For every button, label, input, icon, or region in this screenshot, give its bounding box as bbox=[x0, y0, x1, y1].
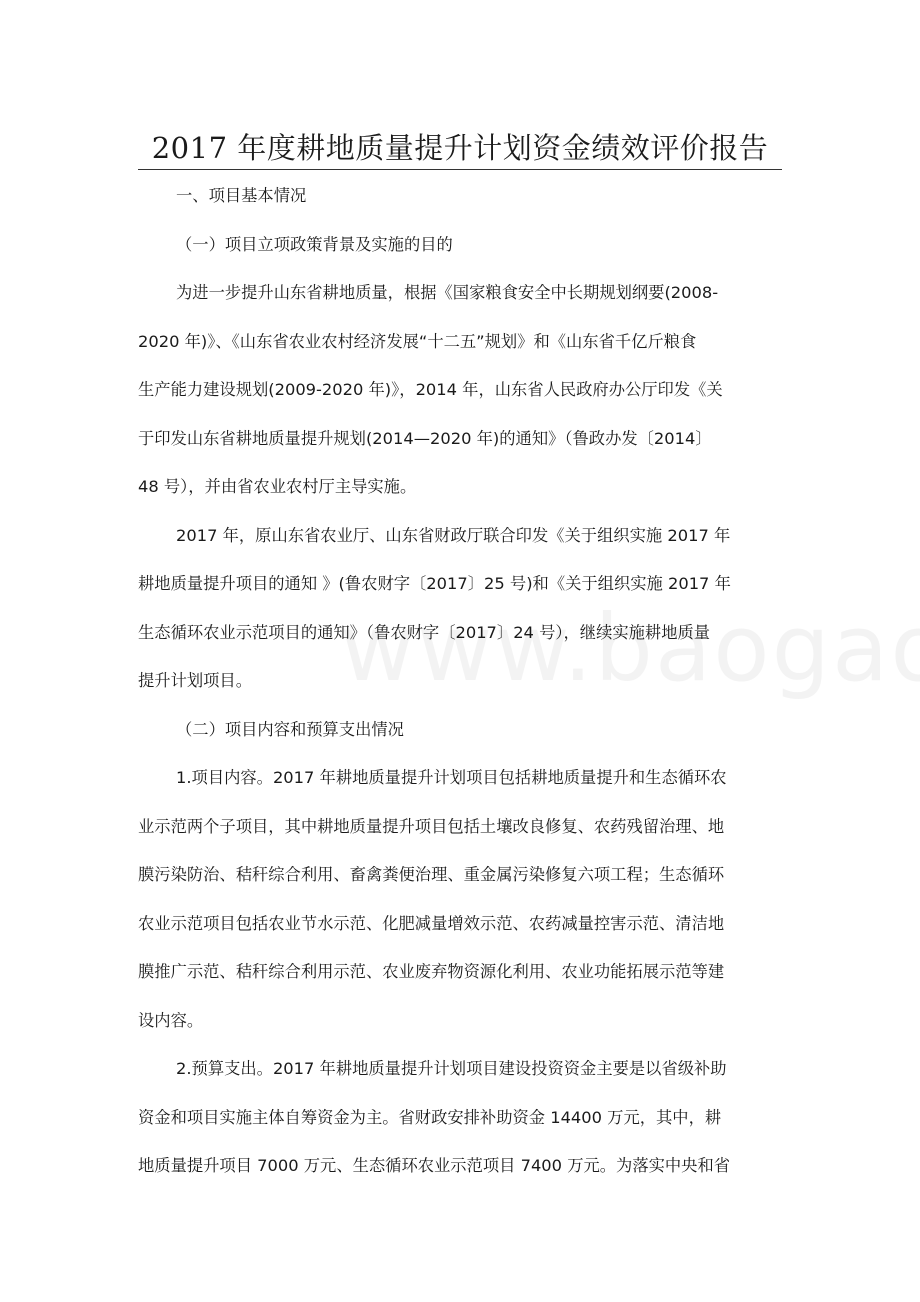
title-underline bbox=[138, 169, 782, 170]
paragraph-line: 耕地质量提升项目的通知 》(鲁农财字〔2017〕25 号)和《关于组织实施 2017 年 bbox=[138, 574, 731, 593]
subsection-heading: （一）项目立项政策背景及实施的目的 bbox=[176, 234, 453, 254]
paragraph-line: 膜推广示范、秸秆综合利用示范、农业废弃物资源化利用、农业功能拓展示范等建 bbox=[138, 962, 725, 981]
paragraph-line: 2.预算支出。2017 年耕地质量提升计划项目建设投资资金主要是以省级补助 bbox=[176, 1059, 727, 1078]
paragraph-line: 业示范两个子项目，其中耕地质量提升项目包括土壤改良修复、农药残留治理、地 bbox=[138, 816, 725, 836]
paragraph-line: 于印发山东省耕地质量提升规划(2014—2020 年)的通知》（鲁政办发〔2014〕 bbox=[138, 428, 712, 448]
paragraph-line: 48 号），并由省农业农村厅主导实施。 bbox=[138, 477, 417, 496]
section-heading: 一、项目基本情况 bbox=[176, 186, 307, 205]
paragraph-line: 生态循环农业示范项目的通知》（鲁农财字〔2017〕24 号），继续实施耕地质量 bbox=[138, 622, 711, 642]
paragraph-line: 提升计划项目。 bbox=[138, 671, 252, 690]
paragraph-line: 资金和项目实施主体自筹资金为主。省财政安排补助资金 14400 万元，其中，耕 bbox=[138, 1107, 722, 1127]
paragraph-line: 农业示范项目包括农业节水示范、化肥减量增效示范、农药减量控害示范、清洁地 bbox=[138, 913, 725, 933]
paragraph-line: 地质量提升项目 7000 万元、生态循环农业示范项目 7400 万元。为落实中央和省 bbox=[138, 1156, 731, 1175]
subsection-heading: （二）项目内容和预算支出情况 bbox=[176, 719, 404, 739]
paragraph-line: 2017 年，原山东省农业厅、山东省财政厅联合印发《关于组织实施 2017 年 bbox=[176, 525, 731, 545]
document-body bbox=[138, 178, 782, 1197]
paragraph-line: 1.项目内容。2017 年耕地质量提升计划项目包括耕地质量提升和生态循环农 bbox=[176, 768, 727, 787]
paragraph-line: 设内容。 bbox=[138, 1010, 204, 1030]
paragraph-line: 为进一步提升山东省耕地质量，根据《国家粮食安全中长期规划纲要(2008- bbox=[176, 283, 719, 302]
paragraph-line: 2020 年)》、《山东省农业农村经济发展“十二五”规划》和《山东省千亿斤粮食 bbox=[138, 331, 697, 351]
document-title: 2017 年度耕地质量提升计划资金绩效评价报告 bbox=[151, 131, 769, 165]
paragraph-line: 生产能力建设规划(2009-2020 年)》，2014 年，山东省人民政府办公厅印发《关 bbox=[138, 380, 723, 399]
paragraph-line: 膜污染防治、秸秆综合利用、畜禽粪便治理、重金属污染修复六项工程；生态循环 bbox=[138, 865, 725, 884]
